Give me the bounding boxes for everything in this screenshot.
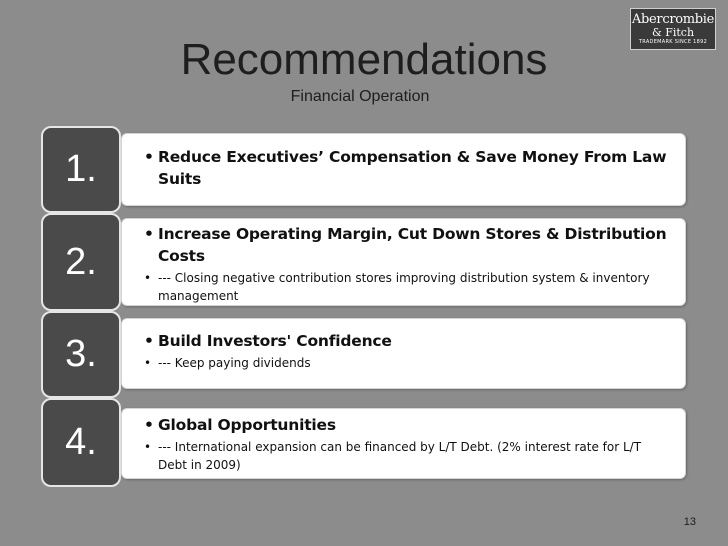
- bullet-dot: •: [144, 332, 154, 350]
- logo-line-1: Abercrombie: [631, 12, 715, 27]
- logo-line-3: TRADEMARK SINCE 1892: [638, 39, 708, 45]
- item-sub-bullet: [144, 354, 671, 372]
- bullet-dot: •: [144, 148, 154, 166]
- item-main-text: Build Investors' Confidence: [158, 332, 392, 350]
- item-sub-text: --- Closing negative contribution stores improving distribution system & inventory management: [158, 271, 650, 303]
- page-number: 13: [683, 516, 696, 528]
- slide-subtitle: Financial Operation: [290, 88, 430, 105]
- bullet-dot: •: [144, 356, 152, 370]
- item-main-text: Global Opportunities: [158, 416, 336, 434]
- item-number: 4.: [65, 421, 97, 463]
- item-number-box: [41, 213, 121, 311]
- item-main-text: Reduce Executives’ Compensation & Save Money From Law Suits: [158, 148, 667, 188]
- item-number-box: [41, 126, 121, 213]
- bullet-dot: •: [144, 225, 154, 243]
- item-number: 1.: [65, 148, 97, 190]
- logo-line-2: & Fitch: [651, 26, 695, 39]
- bullet-dot: •: [144, 440, 152, 454]
- item-main-bullet: [144, 330, 671, 352]
- item-number-box: [41, 398, 121, 487]
- item-card: [121, 318, 686, 389]
- item-card: [121, 408, 686, 479]
- item-sub-bullet: [144, 438, 671, 474]
- item-number-box: [41, 311, 121, 398]
- item-sub-bullet: [144, 269, 671, 305]
- item-sub-text: --- International expansion can be financed by L/T Debt. (2% interest rate for L/T Debt in 2009): [158, 440, 642, 472]
- item-main-text: Increase Operating Margin, Cut Down Stores & Distribution Costs: [158, 225, 667, 265]
- item-card: [121, 133, 686, 206]
- slide-title: Recommendations: [180, 35, 548, 84]
- bullet-dot: •: [144, 271, 152, 285]
- bullet-dot: •: [144, 416, 154, 434]
- item-number: 3.: [65, 333, 97, 375]
- item-main-bullet: [144, 146, 671, 190]
- item-main-bullet: [144, 223, 671, 267]
- item-card: [121, 218, 686, 306]
- item-main-bullet: [144, 414, 671, 436]
- item-number: 2.: [65, 240, 97, 283]
- item-sub-text: --- Keep paying dividends: [158, 356, 311, 370]
